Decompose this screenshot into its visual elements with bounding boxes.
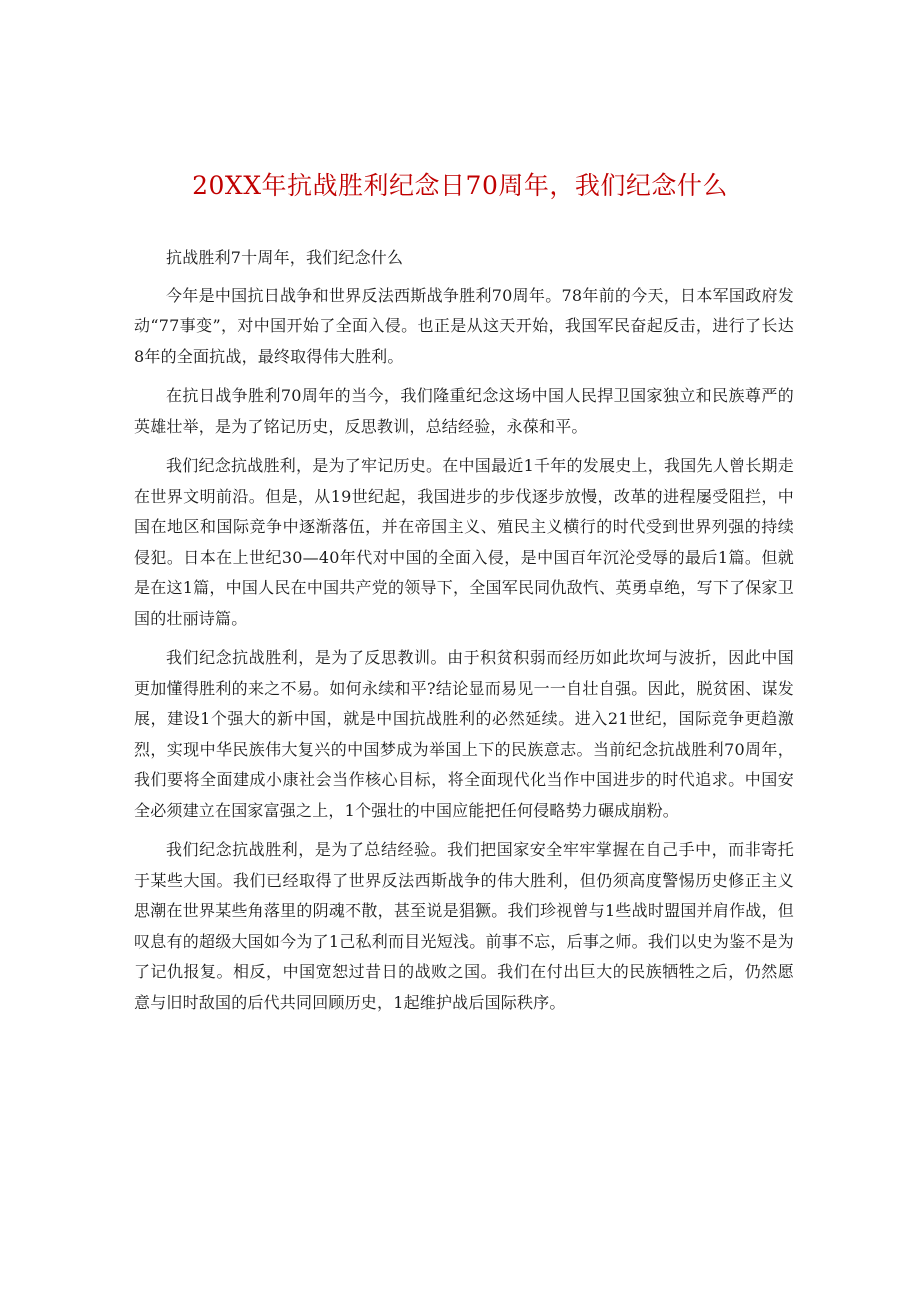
subtitle-paragraph: 抗战胜利7十周年，我们纪念什么 bbox=[166, 248, 404, 267]
document-body bbox=[134, 243, 794, 1027]
body-paragraph: 在抗日战争胜利70周年的当今，我们隆重纪念这场中国人民捍卫国家独立和民族尊严的英雄壮举，是为了铭记历史，反思教训，总结经验，永葆和平。 bbox=[134, 386, 794, 436]
body-paragraph: 我们纪念抗战胜利，是为了牢记历史。在中国最近1千年的发展史上，我国先人曾长期走在世界文明前沿。但是，从19世纪起，我国进步的步伐逐步放慢，改革的进程屡受阻拦，中国在地区和国际竞争中逐渐落伍，并在帝国主义、殖民主义横行的时代受到世界列强的持续侵犯。日本在上世纪30—40年代对中国的全面入侵，是中国百年沉沦受辱的最后1篇。但就是在这1篇，中国人民在中国共产党的领导下，全国军民同仇敌忾、英勇卓绝，写下了保家卫国的壮丽诗篇。 bbox=[134, 456, 794, 628]
document-title: 20XX年抗战胜利纪念日70周年，我们纪念什么 bbox=[192, 171, 728, 200]
body-paragraph: 我们纪念抗战胜利，是为了反思教训。由于积贫积弱而经历如此坎坷与波折，因此中国更加懂得胜利的来之不易。如何永续和平?结论显而易见一一自壮自强。因此，脱贫困、谋发展，建设1个强大的新中国，就是中国抗战胜利的必然延续。进入21世纪，国际竞争更趋激烈，实现中华民族伟大复兴的中国梦成为举国上下的民族意志。当前纪念抗战胜利70周年，我们要将全面建成小康社会当作核心目标，将全面现代化当作中国进步的时代追求。中国安全必须建立在国家富强之上，1个强壮的中国应能把任何侵略势力碾成崩粉。 bbox=[134, 648, 794, 820]
body-paragraph: 今年是中国抗日战争和世界反法西斯战争胜利70周年。78年前的今天，日本军国政府发动“77事变”，对中国开始了全面入侵。也正是从这天开始，我国军民奋起反击，进行了长达8年的全面抗战，最终取得伟大胜利。 bbox=[134, 285, 794, 366]
body-paragraph: 我们纪念抗战胜利，是为了总结经验。我们把国家安全牢牢掌握在自己手中，而非寄托于某些大国。我们已经取得了世界反法西斯战争的伟大胜利，但仍须高度警惕历史修正主义思潮在世界某些角落里的阴魂不散，甚至说是猖獗。我们珍视曾与1些战时盟国并肩作战，但叹息有的超级大国如今为了1己私利而目光短浅。前事不忘，后事之师。我们以史为鉴不是为了记仇报复。相反，中国宽恕过昔日的战败之国。我们在付出巨大的民族牺牲之后，仍然愿意与旧时敌国的后代共同回顾历史，1起维护战后国际秩序。 bbox=[134, 840, 794, 1012]
